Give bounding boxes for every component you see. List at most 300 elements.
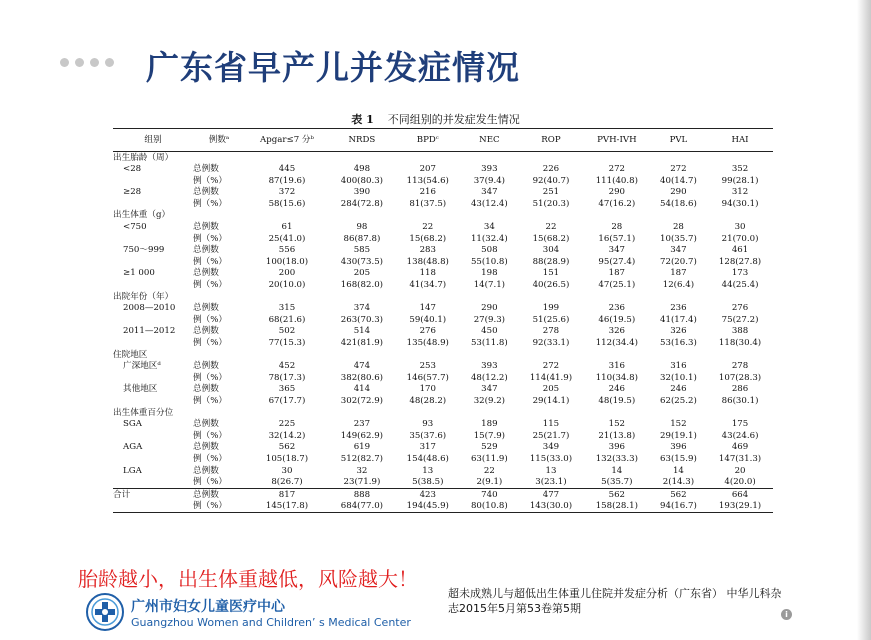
table-row: [113, 430, 773, 442]
dot-icon: [105, 58, 114, 67]
complications-table: [113, 128, 773, 513]
table-cell: 43(12.4): [470, 198, 508, 209]
table-cell: 562: [650, 489, 707, 501]
row-type: 总例数: [193, 303, 219, 314]
table-cell: 469: [731, 442, 749, 453]
table-cell: 30: [734, 222, 746, 233]
decorative-dots: [60, 58, 114, 67]
table-cell: 94(30.1): [721, 198, 759, 209]
table-cell: 326: [608, 326, 626, 337]
table-cell: 2(14.3): [662, 477, 695, 488]
row-type: 总例数: [193, 268, 219, 279]
table-cell: 251: [542, 187, 560, 198]
table-cell: 20(10.0): [268, 280, 306, 291]
table-cell: 81(37.5): [409, 198, 447, 209]
table-cell: 53(11.8): [470, 338, 508, 348]
table-cell: 23(71.9): [343, 477, 381, 488]
table-cell: 51(25.6): [532, 314, 570, 325]
row-type: 例（%）: [193, 280, 227, 291]
table-cell: 51(20.3): [532, 198, 570, 209]
table-cell: 16(57.1): [598, 233, 636, 244]
table-cell: 4(20.0): [724, 477, 756, 488]
table-cell: 99(28.1): [721, 175, 759, 186]
table-row: [113, 314, 773, 326]
table-cell: 374: [353, 303, 371, 314]
table-cell: 48(28.2): [409, 395, 447, 406]
row-label: 2008—2010: [123, 303, 176, 314]
table-cell: 198: [481, 268, 498, 279]
row-label: ≥1 000: [123, 268, 155, 279]
table-cell: 216: [419, 187, 436, 198]
table-row: [113, 245, 773, 257]
citation-text: 超未成熟儿与超低出生体重儿住院并发症分析（广东省） 中华儿科杂志2015年5月第53卷第5期: [448, 587, 782, 615]
table-cell: 147(31.3): [718, 453, 762, 464]
row-label: [113, 453, 193, 465]
row-label: [113, 256, 193, 268]
table-cell: 28: [611, 222, 623, 233]
table-cell: 556: [278, 245, 296, 256]
table-cell: 94(16.7): [650, 501, 707, 513]
table-group-row: [113, 407, 773, 419]
table-cell: 147: [419, 303, 436, 314]
table-cell: 32(14.2): [268, 430, 306, 441]
table-cell: 41(34.7): [409, 280, 447, 291]
table-cell: 372: [278, 187, 296, 198]
table-cell: 128(27.8): [718, 256, 762, 267]
info-icon[interactable]: i: [781, 609, 792, 620]
table-cell: 77(15.3): [268, 338, 306, 348]
row-label: [113, 395, 193, 407]
row-label: 2011—2012: [123, 326, 176, 337]
table-cell: 40(14.7): [660, 175, 697, 186]
table-cell: 13: [545, 465, 557, 476]
table-cell: 290: [608, 187, 626, 198]
table-cell: 98: [356, 222, 368, 233]
header-cell: 组别: [113, 129, 193, 152]
table-cell: 59(40.1): [409, 314, 447, 325]
table-cell: 450: [481, 326, 498, 337]
table-row: [113, 164, 773, 176]
table-cell: 514: [353, 326, 371, 337]
table-cell: 512(82.7): [340, 453, 384, 464]
table-caption-label: 表 1: [351, 113, 374, 126]
header-cell: PVL: [650, 129, 707, 152]
table-cell: 118(30.4): [718, 338, 762, 348]
table-cell: 154(48.6): [406, 453, 449, 464]
table-cell: 110(34.8): [595, 372, 638, 383]
table-cell: 173: [731, 268, 749, 279]
table-cell: 92(33.1): [532, 338, 570, 348]
table-cell: 138(48.8): [406, 256, 449, 267]
table-cell: 272: [608, 164, 626, 175]
table-cell: 62(25.2): [660, 395, 697, 406]
table-row: [113, 501, 773, 513]
row-type: 例（%）: [193, 175, 227, 186]
table-cell: 498: [353, 164, 371, 175]
table-cell: 132(33.3): [595, 453, 638, 464]
table-cell: 276: [731, 303, 749, 314]
table-cell: 22: [483, 465, 495, 476]
row-label: SGA: [123, 419, 142, 430]
group-label: 出生体重（g）: [113, 210, 171, 221]
table-cell: 278: [542, 326, 560, 337]
table-cell: 113(54.6): [406, 175, 449, 186]
table-row: [113, 233, 773, 245]
dot-icon: [60, 58, 69, 67]
row-label: ≥28: [123, 187, 142, 198]
table-cell: 146(57.7): [406, 372, 449, 383]
table-cell: 58(15.6): [268, 198, 306, 209]
row-label: 合计: [113, 489, 193, 501]
table-row: [113, 384, 773, 396]
row-type: 例（%）: [193, 198, 227, 209]
table-row: [113, 489, 773, 501]
row-type: 总例数: [193, 164, 219, 175]
header-cell: HAI: [707, 129, 773, 152]
table-cell: 93: [422, 419, 434, 430]
table-cell: 2(9.1): [476, 477, 503, 488]
table-cell: 393: [481, 164, 498, 175]
table-row: [113, 303, 773, 315]
table-cell: 47(16.2): [598, 198, 636, 209]
group-label: 住院地区: [113, 349, 148, 360]
table-cell: 193(29.1): [707, 501, 773, 513]
hospital-name-cn: 广州市妇女儿童医疗中心: [131, 599, 285, 615]
row-label: [113, 477, 193, 489]
table-group-row: [113, 349, 773, 361]
row-label: [113, 338, 193, 350]
table-cell: 12(6.4): [662, 280, 695, 291]
table-cell: 13: [422, 465, 434, 476]
header-cell: 例数ᵃ: [193, 129, 245, 152]
row-type: 例（%）: [193, 372, 227, 383]
table-cell: 317: [419, 442, 436, 453]
table-cell: 187: [670, 268, 687, 279]
table-cell: 189: [481, 419, 498, 430]
table-cell: 508: [481, 245, 498, 256]
table-cell: 619: [353, 442, 371, 453]
table-row: [113, 222, 773, 234]
table-cell: 502: [278, 326, 296, 337]
table-cell: 14(7.1): [473, 280, 506, 291]
table-cell: 75(27.2): [721, 314, 759, 325]
table-cell: 20: [734, 465, 746, 476]
table-cell: 347: [608, 245, 626, 256]
table-cell: 316: [670, 361, 687, 372]
row-label: [113, 280, 193, 292]
table-cell: 396: [670, 442, 687, 453]
table-cell: 207: [419, 164, 436, 175]
header-cell: BPDᶜ: [395, 129, 461, 152]
table-cell: 684(77.0): [329, 501, 395, 513]
table-cell: 8(26.7): [271, 477, 303, 488]
row-type: 例（%）: [193, 430, 227, 441]
table-cell: 86(87.8): [343, 233, 381, 244]
table-caption: [0, 111, 871, 127]
table-cell: 5(35.7): [601, 477, 633, 488]
table-cell: 100(18.0): [265, 256, 309, 267]
table-cell: 315: [278, 303, 296, 314]
table-cell: 529: [481, 442, 498, 453]
table-cell: 80(10.8): [461, 501, 518, 513]
conclusion-text: 胎龄越小，出生体重越低，风险越大！: [78, 567, 418, 591]
table-cell: 68(21.6): [268, 314, 306, 325]
table-cell: 21(13.8): [598, 430, 636, 441]
table-cell: 664: [707, 489, 773, 501]
row-type: 例（%）: [193, 233, 227, 244]
row-label: [113, 501, 193, 513]
row-label: [113, 430, 193, 442]
slide-title: 广东省早产儿并发症情况: [146, 48, 520, 87]
table-cell: 40(26.5): [532, 280, 570, 291]
table-cell: 29(19.1): [660, 430, 697, 441]
table-cell: 316: [608, 361, 626, 372]
row-type: 例（%）: [193, 314, 227, 325]
table-cell: 14: [672, 465, 684, 476]
table-cell: 48(12.2): [470, 372, 508, 383]
table-cell: 400(80.3): [340, 175, 384, 186]
table-cell: 461: [731, 245, 749, 256]
table-cell: 152: [608, 419, 626, 430]
table-cell: 888: [329, 489, 395, 501]
table-cell: 347: [670, 245, 687, 256]
table-cell: 115: [542, 419, 560, 430]
table-cell: 145(17.8): [245, 501, 329, 513]
table-row: [113, 372, 773, 384]
table-row: [113, 395, 773, 407]
table-cell: 477: [518, 489, 584, 501]
table-cell: 430(73.5): [340, 256, 384, 267]
row-type: 总例数: [193, 442, 219, 453]
table-cell: 390: [353, 187, 371, 198]
table-group-row: [113, 152, 773, 164]
table-cell: 347: [481, 384, 498, 395]
row-label: [113, 372, 193, 384]
header-cell: PVH-IVH: [584, 129, 650, 152]
row-type: 例（%）: [193, 477, 227, 488]
header-cell: ROP: [518, 129, 584, 152]
table-cell: 236: [608, 303, 626, 314]
table-cell: 111(40.8): [595, 175, 638, 186]
header-cell: Apgar≤7 分ᵇ: [245, 129, 329, 152]
table-cell: 46(19.5): [598, 314, 636, 325]
table-cell: 740: [461, 489, 518, 501]
table-cell: 290: [481, 303, 498, 314]
slide-edge-shadow: [857, 0, 871, 640]
table-cell: 107(28.3): [718, 372, 762, 383]
table-cell: 32(10.1): [660, 372, 697, 383]
table-cell: 53(16.3): [660, 338, 697, 348]
table-cell: 21(70.0): [721, 233, 759, 244]
row-type: 总例数: [193, 187, 219, 198]
group-label: 出生体重百分位: [113, 407, 174, 418]
table-cell: 194(45.9): [395, 501, 461, 513]
header-cell: NRDS: [329, 129, 395, 152]
row-type: 总例数: [193, 489, 245, 501]
table-cell: 63(15.9): [660, 453, 697, 464]
table-cell: 290: [670, 187, 687, 198]
row-label: 750～999: [123, 245, 165, 256]
table-cell: 22: [545, 222, 557, 233]
row-type: 总例数: [193, 419, 219, 430]
hospital-logo-icon: [85, 592, 125, 632]
table-cell: 199: [542, 303, 560, 314]
table-cell: 86(30.1): [721, 395, 759, 406]
header-cell: NEC: [461, 129, 518, 152]
table-cell: 152: [670, 419, 687, 430]
table-row: [113, 198, 773, 210]
table-cell: 44(25.4): [721, 280, 759, 291]
row-type: 例（%）: [193, 338, 227, 348]
row-label: [113, 233, 193, 245]
table-cell: 105(18.7): [265, 453, 309, 464]
table-cell: 15(7.9): [473, 430, 506, 441]
table-row: [113, 175, 773, 187]
table-header-row: [113, 129, 773, 152]
table-cell: 67(17.7): [268, 395, 306, 406]
table-cell: 585: [353, 245, 371, 256]
table-cell: 187: [608, 268, 626, 279]
table-cell: 41(17.4): [660, 314, 697, 325]
row-label: [113, 198, 193, 210]
row-type: 总例数: [193, 384, 219, 395]
table-cell: 170: [419, 384, 436, 395]
table-cell: 87(19.6): [268, 175, 306, 186]
table-cell: 200: [278, 268, 296, 279]
row-label: <750: [123, 222, 147, 233]
table-cell: 115(33.0): [529, 453, 573, 464]
row-type: 总例数: [193, 222, 219, 233]
table-cell: 29(14.1): [532, 395, 570, 406]
table-row: [113, 268, 773, 280]
row-label: 广深地区ᵈ: [123, 361, 161, 372]
table-cell: 114(41.9): [529, 372, 573, 383]
row-label: [113, 175, 193, 187]
table-cell: 225: [278, 419, 296, 430]
table-cell: 118: [419, 268, 436, 279]
table-cell: 149(62.9): [340, 430, 384, 441]
table-cell: 253: [419, 361, 436, 372]
table-cell: 95(27.4): [598, 256, 636, 267]
table-cell: 151: [542, 268, 560, 279]
table-cell: 237: [353, 419, 371, 430]
row-type: 总例数: [193, 245, 219, 256]
table-cell: 92(40.7): [532, 175, 570, 186]
table-cell: 326: [670, 326, 687, 337]
table-cell: 30: [281, 465, 293, 476]
table-row: [113, 256, 773, 268]
table-group-row: [113, 210, 773, 222]
table-cell: 562: [584, 489, 650, 501]
table-cell: 54(18.6): [660, 198, 697, 209]
dot-icon: [75, 58, 84, 67]
table-cell: 423: [395, 489, 461, 501]
table-body: [113, 152, 773, 513]
row-label: [113, 314, 193, 326]
table-cell: 414: [353, 384, 371, 395]
table-cell: 349: [542, 442, 560, 453]
row-label: LGA: [123, 465, 142, 476]
table-row: [113, 465, 773, 477]
table-row: [113, 338, 773, 350]
table-cell: 88(28.9): [532, 256, 570, 267]
table-cell: 276: [419, 326, 436, 337]
table-cell: 22: [422, 222, 434, 233]
table-cell: 175: [731, 419, 749, 430]
table-cell: 352: [731, 164, 749, 175]
row-type: 例（%）: [193, 395, 227, 406]
table-cell: 5(38.5): [412, 477, 444, 488]
table-cell: 562: [278, 442, 296, 453]
table-cell: 72(20.7): [660, 256, 697, 267]
table-row: [113, 419, 773, 431]
table-cell: 32(9.2): [473, 395, 506, 406]
group-label: 出院年份（年）: [113, 291, 174, 302]
dot-icon: [90, 58, 99, 67]
table-row: [113, 187, 773, 199]
table-row: [113, 326, 773, 338]
table-cell: 226: [542, 164, 560, 175]
table-cell: 135(48.9): [406, 338, 449, 348]
table-row: [113, 477, 773, 489]
group-label: 出生胎龄（周）: [113, 152, 174, 163]
table-cell: 382(80.6): [340, 372, 384, 383]
row-type: 例（%）: [193, 453, 227, 464]
table-cell: 236: [670, 303, 687, 314]
table-cell: 3(23.1): [535, 477, 567, 488]
table-cell: 28: [672, 222, 684, 233]
table-row: [113, 361, 773, 373]
table-cell: 445: [278, 164, 296, 175]
table-cell: 396: [608, 442, 626, 453]
table-cell: 27(9.3): [473, 314, 506, 325]
table-cell: 388: [731, 326, 749, 337]
table-cell: 158(28.1): [584, 501, 650, 513]
table-cell: 37(9.4): [473, 175, 506, 186]
row-type: 例（%）: [193, 256, 227, 267]
table-cell: 15(68.2): [532, 233, 570, 244]
table-cell: 15(68.2): [409, 233, 447, 244]
table-cell: 32: [356, 465, 368, 476]
table-cell: 25(41.0): [268, 233, 306, 244]
row-type: 总例数: [193, 361, 219, 372]
table-cell: 272: [542, 361, 560, 372]
table-cell: 78(17.3): [268, 372, 306, 383]
table-cell: 283: [419, 245, 436, 256]
table-row: [113, 442, 773, 454]
table-cell: 168(82.0): [340, 280, 384, 291]
table-cell: 817: [245, 489, 329, 501]
table-cell: 474: [353, 361, 371, 372]
table-row: [113, 280, 773, 292]
table-cell: 112(34.4): [595, 338, 638, 348]
table-cell: 47(25.1): [598, 280, 636, 291]
table-cell: 421(81.9): [340, 338, 384, 348]
table-cell: 63(11.9): [470, 453, 508, 464]
row-type: 总例数: [193, 326, 219, 337]
table-cell: 302(72.9): [340, 395, 384, 406]
table-cell: 205: [542, 384, 560, 395]
table-cell: 43(24.6): [721, 430, 759, 441]
table-cell: 143(30.0): [518, 501, 584, 513]
table-cell: 10(35.7): [660, 233, 697, 244]
row-label: <28: [123, 164, 142, 175]
row-type: 例（%）: [193, 501, 245, 513]
table-cell: 34: [483, 222, 495, 233]
table-cell: 25(21.7): [532, 430, 570, 441]
table-cell: 48(19.5): [598, 395, 636, 406]
table-cell: 312: [731, 187, 749, 198]
